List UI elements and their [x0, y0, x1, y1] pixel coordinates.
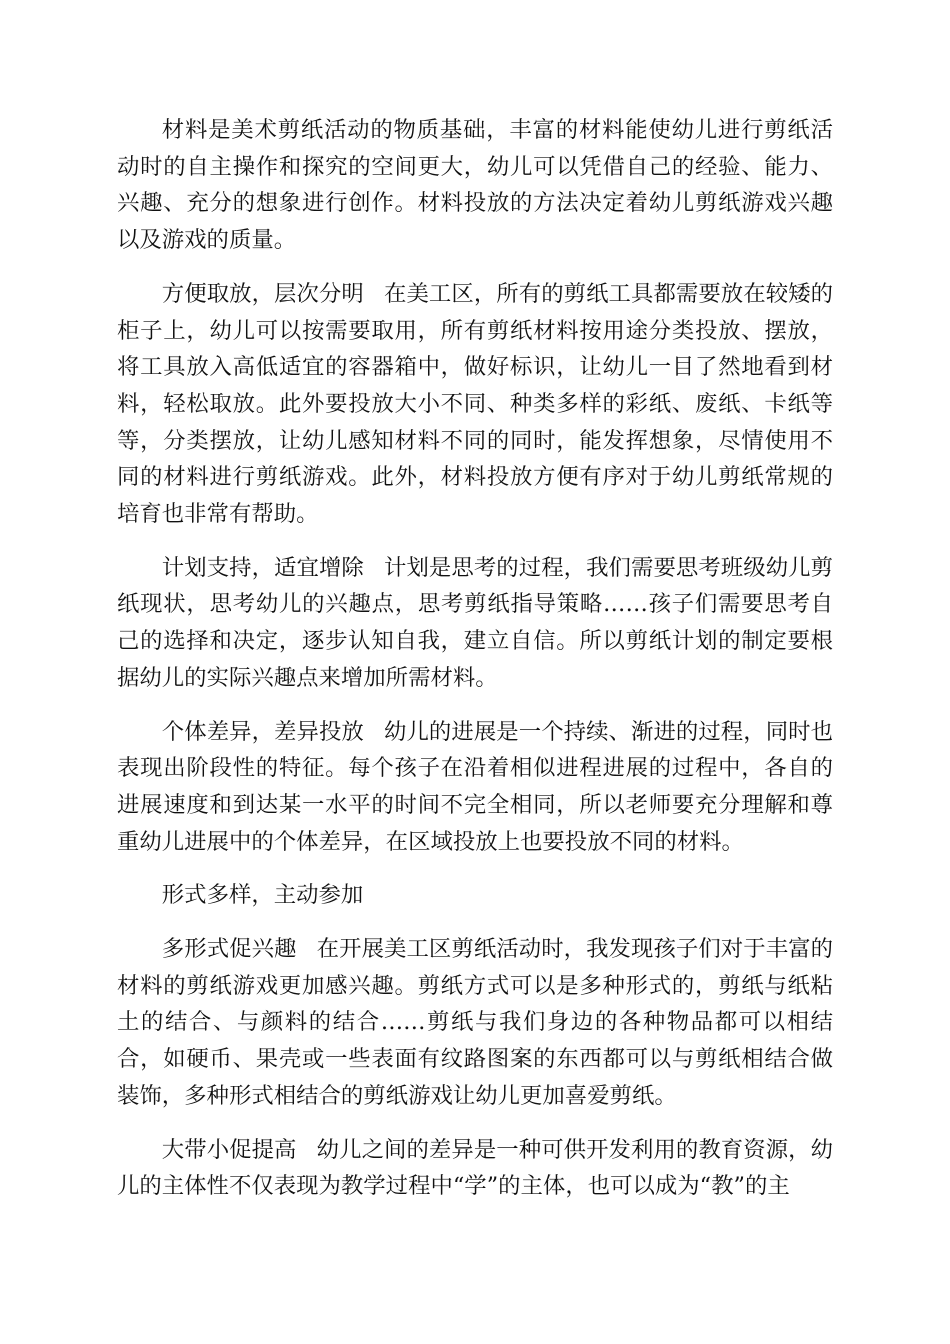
paragraph-older-help-younger: [117, 1132, 833, 1205]
section-heading-diverse-forms: [117, 877, 833, 914]
section-heading-text: 形式多样，主动参加: [161, 882, 364, 909]
paragraph-plan-support: [117, 550, 833, 697]
paragraph-lead: 多形式促兴趣: [161, 936, 297, 963]
paragraph-lead: 个体差异，差异投放: [161, 718, 364, 745]
paragraph-individual-difference: [117, 714, 833, 861]
paragraph-text: 幼儿的进展是一个持续、渐进的过程，同时也表现出阶段性的特征。每个孩子在沿着相似进程进展的过程中，各自的进展速度和到达某一水平的时间不完全相同，所以老师要充分理解和尊重幼儿进展中的个体差异，在区域投放上也要投放不同的材料。: [117, 718, 834, 855]
paragraph-lead: 计划支持，适宜增除: [161, 554, 364, 581]
paragraph-materials-intro: [117, 112, 833, 259]
paragraph-multi-form-interest: [117, 931, 833, 1115]
paragraph-text: 材料是美术剪纸活动的物质基础，丰富的材料能使幼儿进行剪纸活动时的自主操作和探究的空间更大，幼儿可以凭借自己的经验、能力、兴趣、充分的想象进行创作。材料投放的方法决定着幼儿剪纸游戏兴趣以及游戏的质量。: [117, 117, 833, 254]
paragraph-text: 幼儿之间的差异是一种可供开发利用的教育资源，幼儿的主体性不仅表现为教学过程中“学”的主体，也可以成为“教”的主: [117, 1136, 834, 1200]
paragraph-text: 在美工区，所有的剪纸工具都需要放在较矮的柜子上，幼儿可以按需要取用，所有剪纸材料按用途分类投放、摆放，将工具放入高低适宜的容器箱中，做好标识，让幼儿一目了然地看到材料，轻松取放。此外要投放大小不同、种类多样的彩纸、废纸、卡纸等等，分类摆放，让幼儿感知材料不同的同时，能发挥想象，尽情使用不同的材料进行剪纸游戏。此外，材料投放方便有序对于幼儿剪纸常规的培育也非常有帮助。: [117, 280, 834, 528]
paragraph-lead: 大带小促提高: [161, 1136, 297, 1163]
paragraph-text: 计划是思考的过程，我们需要思考班级幼儿剪纸现状，思考幼儿的兴趣点，思考剪纸指导策略……孩子们需要思考自己的选择和决定，逐步认知自我，建立自信。所以剪纸计划的制定要根据幼儿的实际兴趣点来增加所需材料。: [117, 554, 834, 691]
paragraph-text: 在开展美工区剪纸活动时，我发现孩子们对于丰富的材料的剪纸游戏更加感兴趣。剪纸方式可以是多种形式的，剪纸与纸粘土的结合、与颜料的结合……剪纸与我们身边的各种物品都可以相结合，如硬币、果壳或一些表面有纹路图案的东西都可以与剪纸相结合做装饰，多种形式相结合的剪纸游戏让幼儿更加喜爱剪纸。: [117, 936, 834, 1109]
paragraph-lead: 方便取放，层次分明: [161, 280, 364, 307]
document-page: [117, 112, 833, 1222]
paragraph-easy-access: [117, 276, 833, 533]
